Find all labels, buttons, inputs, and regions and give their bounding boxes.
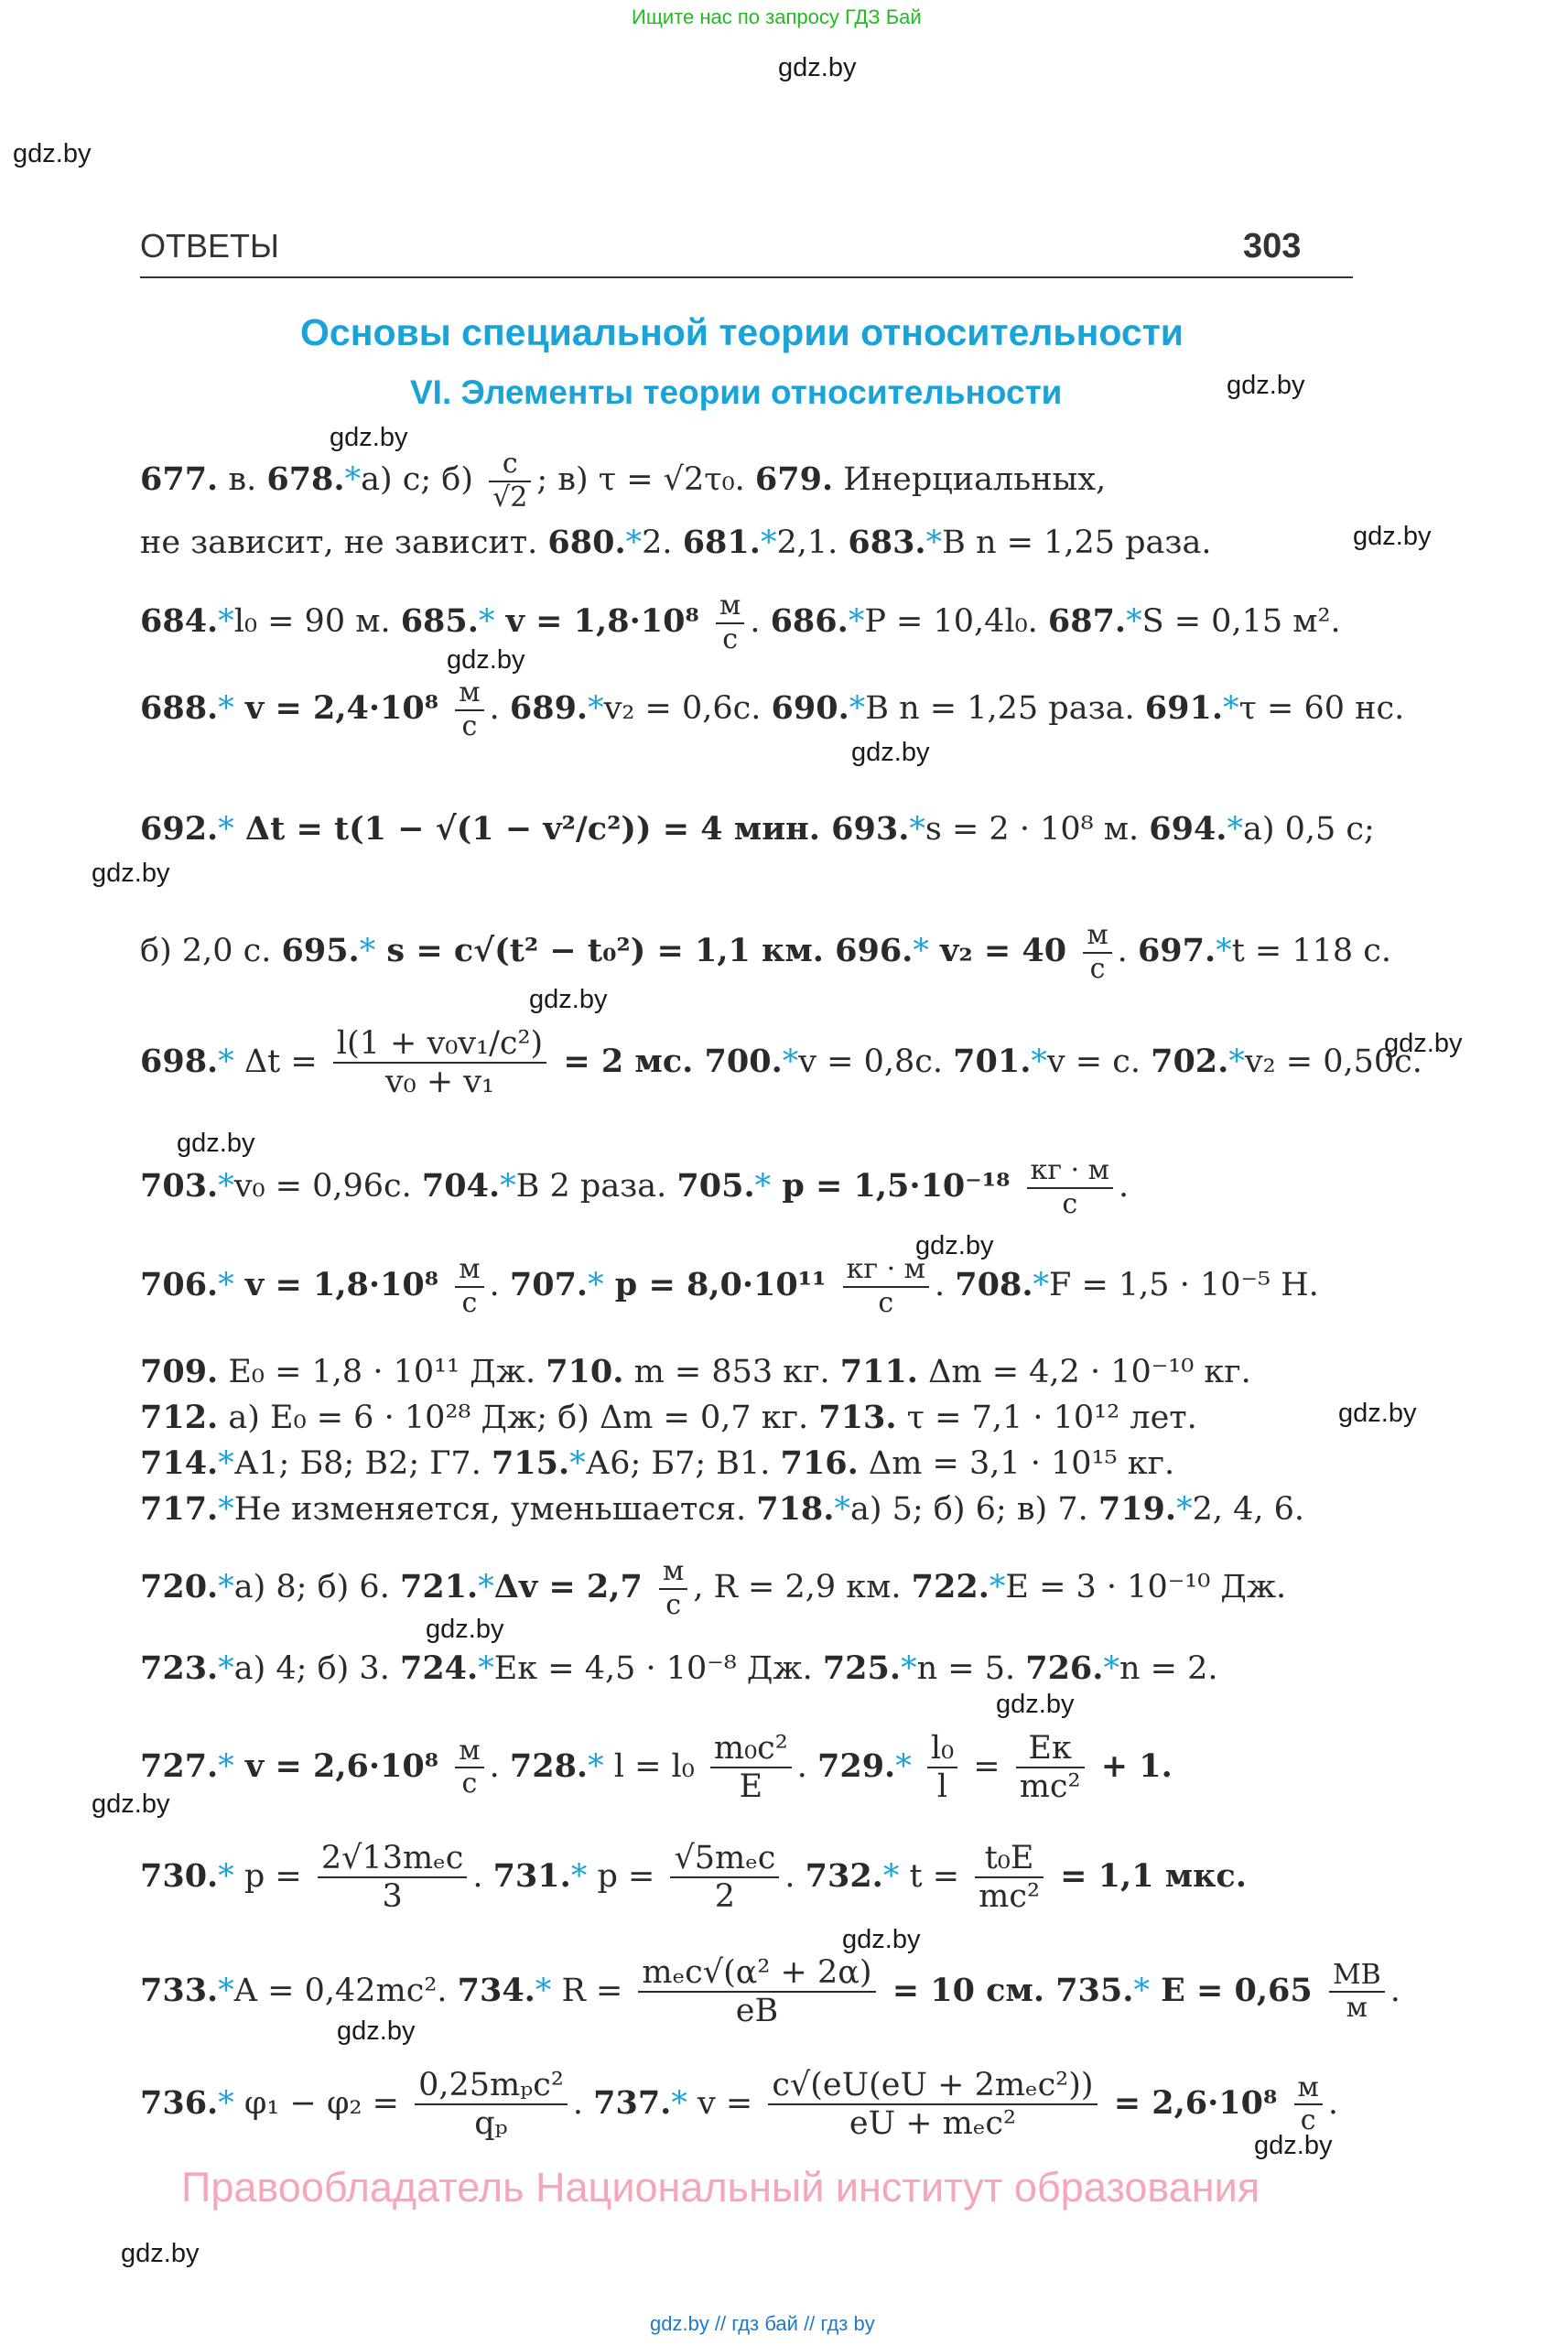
answer-line-14: 720.*а) 8; б) 6. 721.*Δv = 2,7 м с , R = 2,9 км. 722.*E = 3 · 10⁻¹⁰ Дж.	[140, 1555, 1287, 1621]
answer-line-9: 706.* v = 1,8·10⁸ м с . 707.* p = 8,0·10¹¹ кг · м с . 708.*F = 1,5 · 10⁻⁵ Н.	[140, 1253, 1319, 1319]
watermark: gdz.by	[121, 2239, 200, 2268]
running-header: ОТВЕТЫ	[140, 227, 279, 265]
answer-line-17: 730.* p = 2√13mₑc 3 . 731.* p = √5mₑc 2 . 732.* t = $\frac{\text{t₀E}}{\text{mc²}}$ = 1,1 мкс.	[140, 1840, 1247, 1916]
watermark: gdz.by	[330, 423, 408, 452]
watermark: gdz.by	[996, 1690, 1075, 1719]
answer-line-11: 712. а) E₀ = 6 · 10²⁸ Дж; б) Δm = 0,7 кг. 713. τ = 7,1 · 10¹² лет.	[140, 1399, 1197, 1436]
watermark: gdz.by	[1384, 1029, 1463, 1058]
answer-line-6: б) 2,0 с. 695.* s = c√(t² − t₀²) = 1,1 км. 696.* v₂ = 40 м с . 697.*t = 118 с.	[140, 919, 1391, 985]
answer-line-18: 733.*A = 0,42mc². 734.* R = mₑc√(α² + 2α) eB = 10 см. 735.* E = 0,65 МВ м .	[140, 1954, 1400, 2030]
watermark: gdz.by	[851, 738, 930, 767]
watermark: gdz.by	[842, 1925, 921, 1954]
answer-line-10: 709. E₀ = 1,8 · 10¹¹ Дж. 710. m = 853 кг. 711. Δm = 4,2 · 10⁻¹⁰ кг.	[140, 1353, 1251, 1390]
watermark: gdz.by	[1338, 1399, 1417, 1428]
copyright-notice: Правообладатель Национальный институт образования	[181, 2164, 1260, 2211]
answer-line-7: 698.* Δt = $\frac{\text{l(1 + v₀v₁/c²)}}{\text{v₀ + v₁}}$ = 2 мс. 700.*v = 0,8c. 701.*v = c. 702.*v₂ = 0,50c.	[140, 1025, 1422, 1101]
watermark: gdz.by	[426, 1615, 504, 1644]
watermark: gdz.by	[1254, 2131, 1333, 2160]
section-subtitle: VI. Элементы теории относительности	[410, 373, 1063, 411]
watermark: gdz.by	[529, 985, 608, 1014]
answer-line-2: не зависит, не зависит. 680.*2. 681.*2,1. 683.*В n = 1,25 раза.	[140, 524, 1212, 561]
answer-line-19: 736.* φ₁ − φ₂ = 0,25mₚc² qₚ . 737.* v = c√(eU(eU + 2mₑc²)) eU + mₑc² = 2,6·10⁸ м с .	[140, 2067, 1339, 2143]
answer-line-13: 717.*Не изменяется, уменьшается. 718.*а) 5; б) 6; в) 7. 719.*2, 4, 6.	[140, 1490, 1305, 1528]
watermark: gdz.by	[92, 859, 170, 888]
watermark: gdz.by	[1227, 371, 1305, 400]
answer-line-16: 727.* v = 2,6·10⁸ м с . 728.* l = l₀ $\frac{\text{m₀c²}}{E}$ . 729.* $\frac{\text{l₀}}{l}$ = Eк mc² + 1.	[140, 1730, 1173, 1806]
section-title: Основы специальной теории относительности	[300, 311, 1184, 353]
answer-line-1: 677. в. 678.*а) c; б) $\frac{c}{√2}$ ; в) τ = √2τ₀. 679. Инерциальных,	[140, 448, 1107, 514]
watermark: gdz.by	[92, 1789, 170, 1819]
watermark: gdz.by	[1353, 522, 1432, 551]
watermark: gdz.by	[778, 53, 857, 82]
watermark: gdz.by	[447, 645, 525, 675]
header-rule	[140, 276, 1353, 278]
top-banner-text: Ищите нас по запросу ГДЗ Бай	[632, 5, 922, 28]
answer-line-12: 714.*А1; Б8; В2; Г7. 715.*А6; Б7; В1. 716. Δm = 3,1 · 10¹⁵ кг.	[140, 1444, 1175, 1482]
answer-line-8: 703.*v₀ = 0,96c. 704.*В 2 раза. 705.* p = 1,5·10⁻¹⁸ кг · м с .	[140, 1154, 1130, 1220]
watermark: gdz.by	[13, 139, 92, 168]
answer-line-5: 692.* Δt = t(1 − √(1 − v²/c²)) = 4 мин. 693.*s = 2 · 10⁸ м. 694.*а) 0,5 с;	[140, 810, 1375, 848]
bottom-links[interactable]: gdz.by // гдз бай // гдз by	[650, 2312, 875, 2335]
watermark: gdz.by	[177, 1129, 255, 1158]
page-number: 303	[1243, 227, 1302, 265]
answer-line-3: 684.*l₀ = 90 м. 685.* v = 1,8·10⁸ м с . 686.*P = 10,4l₀. 687.*S = 0,15 м².	[140, 589, 1341, 655]
watermark: gdz.by	[337, 2016, 416, 2046]
answer-line-15: 723.*а) 4; б) 3. 724.*Eк = 4,5 · 10⁻⁸ Дж. 725.*n = 5. 726.*n = 2.	[140, 1649, 1218, 1687]
answer-line-4: 688.* v = 2,4·10⁸ м с . 689.*v₂ = 0,6c. 690.*В n = 1,25 раза. 691.*τ = 60 нс.	[140, 676, 1405, 742]
watermark: gdz.by	[915, 1231, 994, 1260]
